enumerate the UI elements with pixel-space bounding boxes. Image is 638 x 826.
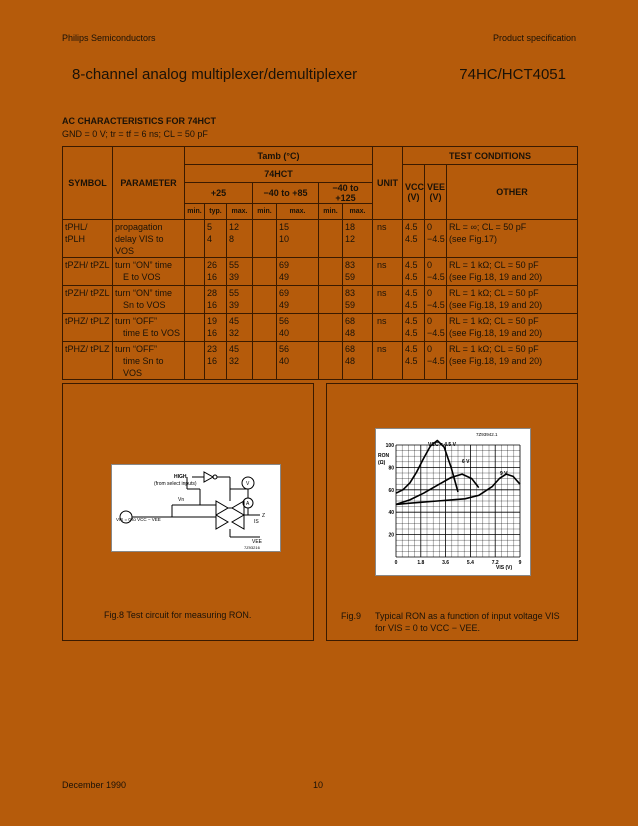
parameter-line: turn “ON” time <box>115 260 173 270</box>
cell-min <box>253 258 277 286</box>
label-z: Z <box>262 513 266 519</box>
cell-vee-value: −4.5 <box>427 300 445 310</box>
cell-max-125 <box>343 286 373 314</box>
label-vn: Vn <box>178 497 185 503</box>
footer-page-number: 10 <box>313 780 324 790</box>
part-number: 74HC/HCT4051 <box>459 66 566 83</box>
parameter-line: turn “OFF” <box>115 344 157 354</box>
cell-max-125 <box>343 342 373 380</box>
cell-symbol: tPZH/ tPZL <box>63 286 113 314</box>
x-tick-label: 5.4 <box>466 560 474 566</box>
cell-max-125-value: 12 <box>345 234 356 244</box>
cell-max-125 <box>343 258 373 286</box>
parameter-line: Sn to VOS <box>123 300 166 310</box>
cell-max-25 <box>227 220 253 258</box>
cell-other <box>447 258 578 286</box>
parameter-line: time Sn to VOS <box>123 356 164 378</box>
cell-symbol: tPHZ/ tPLZ <box>63 342 113 380</box>
cell-max-125-value: 83 <box>345 260 356 270</box>
cell-unit: ns <box>373 286 403 314</box>
cell-vee-value: −4.5 <box>427 234 445 244</box>
cell-typ-value: 16 <box>207 356 218 366</box>
series-label-vcc45: VCC = 4.5 V <box>428 442 456 448</box>
cell-typ-value: 4 <box>207 234 213 244</box>
cell-vcc-value: 4.5 <box>405 300 418 310</box>
cell-vcc-value: 4.5 <box>405 222 418 232</box>
cell-max-85-value: 40 <box>279 356 290 366</box>
col-t125: −40 to +125 <box>319 183 373 204</box>
cell-other <box>447 314 578 342</box>
cell-typ-value: 23 <box>207 344 218 354</box>
fig9-chart <box>375 428 531 576</box>
cell-typ <box>205 286 227 314</box>
table-row <box>63 258 578 286</box>
col-max: max. <box>227 204 253 220</box>
parameter-line: propagation <box>115 222 163 232</box>
cell-max-125 <box>343 220 373 258</box>
cell-min <box>319 342 343 380</box>
footer-date: December 1990 <box>62 780 127 790</box>
cell-other <box>447 286 578 314</box>
cell-max-85-value: 40 <box>279 328 290 338</box>
cell-vee-value: −4.5 <box>427 356 445 366</box>
cell-min <box>253 286 277 314</box>
cell-typ <box>205 258 227 286</box>
cell-max-125-value: 68 <box>345 344 356 354</box>
cell-max-25 <box>227 286 253 314</box>
label-from-inputs: (from select inputs) <box>154 481 197 487</box>
col-max: max. <box>343 204 373 220</box>
cell-max-125-value: 59 <box>345 300 356 310</box>
cell-max-85-value: 15 <box>279 222 290 232</box>
section-title: AC CHARACTERISTICS FOR 74HCT <box>62 116 217 126</box>
x-tick-label: 0 <box>394 560 398 566</box>
cell-min <box>185 220 205 258</box>
cell-vcc-value: 4.5 <box>405 260 418 270</box>
switch-top <box>216 501 228 515</box>
y-tick-label: 100 <box>385 443 394 449</box>
cell-max-85-value: 69 <box>279 288 290 298</box>
x-tick-label: 7.2 <box>491 560 499 566</box>
cell-max-125-value: 48 <box>345 328 356 338</box>
cell-vcc <box>403 342 425 380</box>
cell-parameter <box>113 258 185 286</box>
cell-min <box>185 342 205 380</box>
cell-vee-value: −4.5 <box>427 328 445 338</box>
label-a: A <box>246 501 250 507</box>
cell-symbol: tPHZ/ tPLZ <box>63 314 113 342</box>
col-min: min. <box>253 204 277 220</box>
fig8-code: 7Z93216 <box>244 545 260 550</box>
cell-vee <box>425 258 447 286</box>
col-parameter: PARAMETER <box>113 147 185 220</box>
cell-typ-value: 28 <box>207 288 218 298</box>
cell-max-25 <box>227 258 253 286</box>
cell-vcc-value: 4.5 <box>405 272 418 282</box>
cell-parameter <box>113 286 185 314</box>
cell-other-value: RL = 1 kΩ; CL = 50 pF <box>449 316 539 326</box>
label-vs: VIS = 0 to VCC − VEE <box>116 517 161 522</box>
cell-vcc-value: 4.5 <box>405 288 418 298</box>
label-vee: VEE <box>252 539 263 545</box>
cell-max-25-value: 55 <box>229 260 240 270</box>
x-tick-label: 1.8 <box>417 560 425 566</box>
col-min: min. <box>319 204 343 220</box>
cell-max-125-value: 48 <box>345 356 356 366</box>
cell-min <box>253 342 277 380</box>
table-row <box>63 314 578 342</box>
col-tamb: Tamb (°C) <box>185 147 373 165</box>
cell-parameter <box>113 220 185 258</box>
cell-vee <box>425 286 447 314</box>
cell-max-85 <box>277 314 319 342</box>
fig9-caption-number: Fig.9 <box>341 611 362 621</box>
fig9-caption-line2: for VIS = 0 to VCC − VEE. <box>375 623 481 633</box>
col-unit: UNIT <box>373 147 403 220</box>
y-tick-label: 80 <box>388 465 394 472</box>
fig9-frame <box>326 383 578 641</box>
test-conditions-line: GND = 0 V; tr = tf = 6 ns; CL = 50 pF <box>62 129 208 139</box>
cell-vee-value: 0 <box>427 288 433 298</box>
col-vcc: VCC (V) <box>403 165 425 220</box>
y-tick-label: 20 <box>388 532 394 539</box>
cell-min <box>185 258 205 286</box>
cell-max-85 <box>277 258 319 286</box>
y-tick-label: 40 <box>388 510 394 517</box>
cell-symbol: tPZH/ tPZL <box>63 258 113 286</box>
col-symbol: SYMBOL <box>63 147 113 220</box>
cell-typ-value: 5 <box>207 222 213 232</box>
cell-parameter <box>113 342 185 380</box>
cell-other-value: RL = ∞; CL = 50 pF <box>449 222 527 232</box>
cell-symbol: tPHL/ tPLH <box>63 220 113 258</box>
cell-other-value: RL = 1 kΩ; CL = 50 pF <box>449 288 539 298</box>
cell-typ <box>205 342 227 380</box>
cell-max-85 <box>277 342 319 380</box>
cell-max-125-value: 59 <box>345 272 356 282</box>
fig8-svg <box>112 465 280 551</box>
parameter-line: turn “OFF” <box>115 316 157 326</box>
cell-max-25-value: 45 <box>229 344 240 354</box>
cell-max-85 <box>277 220 319 258</box>
cell-max-125-value: 18 <box>345 222 356 232</box>
parameter-line: turn “ON” time <box>115 288 173 298</box>
cell-max-125-value: 68 <box>345 316 356 326</box>
cell-max-25-value: 32 <box>229 328 240 338</box>
label-is: IS <box>254 519 259 525</box>
cell-vee-value: 0 <box>427 222 433 232</box>
cell-vcc <box>403 258 425 286</box>
cell-min <box>319 220 343 258</box>
parameter-line: E to VOS <box>123 272 161 282</box>
cell-vcc <box>403 286 425 314</box>
cell-unit: ns <box>373 314 403 342</box>
header-doc-type: Product specification <box>492 33 576 43</box>
cell-min <box>253 314 277 342</box>
cell-vcc-value: 4.5 <box>405 234 418 244</box>
inverter-symbol <box>204 472 213 482</box>
cell-typ-value: 19 <box>207 316 218 326</box>
fig8-diagram <box>111 464 281 552</box>
parameter-line: time E to VOS <box>123 328 181 338</box>
cell-vcc <box>403 220 425 258</box>
cell-other <box>447 342 578 380</box>
cell-max-85-value: 49 <box>279 300 290 310</box>
cell-typ <box>205 314 227 342</box>
series-label-9v: 9 V <box>500 471 508 477</box>
cell-min <box>319 286 343 314</box>
cell-vcc <box>403 314 425 342</box>
cell-vee <box>425 314 447 342</box>
cell-max-25-value: 45 <box>229 316 240 326</box>
cell-max-85 <box>277 286 319 314</box>
cell-vee-value: 0 <box>427 316 433 326</box>
col-vee: VEE (V) <box>425 165 447 220</box>
cell-vcc-value: 4.5 <box>405 344 418 354</box>
cell-max-85-value: 69 <box>279 260 290 270</box>
cell-max-25-value: 12 <box>229 222 240 232</box>
fig9-caption-line1: Typical RON as a function of input voltage VIS <box>375 611 560 621</box>
parameter-line: delay VIS to VOS <box>115 234 164 256</box>
cell-other-value: RL = 1 kΩ; CL = 50 pF <box>449 344 539 354</box>
col-max: max. <box>277 204 319 220</box>
col-t85: −40 to +85 <box>253 183 319 204</box>
cell-max-25-value: 32 <box>229 356 240 366</box>
col-test-conditions: TEST CONDITIONS <box>403 147 578 165</box>
cell-max-25-value: 39 <box>229 300 240 310</box>
cell-max-25 <box>227 342 253 380</box>
cell-unit: ns <box>373 258 403 286</box>
cell-vee <box>425 342 447 380</box>
cell-max-85-value: 10 <box>279 234 290 244</box>
cell-vcc-value: 4.5 <box>405 316 418 326</box>
series-label-6v: 6 V <box>462 459 470 465</box>
col-family: 74HCT <box>185 165 373 183</box>
cell-typ-value: 16 <box>207 300 218 310</box>
cell-vcc-value: 4.5 <box>405 356 418 366</box>
col-t25: +25 <box>185 183 253 204</box>
cell-other-value: (see Fig.17) <box>449 234 498 244</box>
cell-other-value: (see Fig.18, 19 and 20) <box>449 300 543 310</box>
cell-typ <box>205 220 227 258</box>
cell-max-25 <box>227 314 253 342</box>
ac-characteristics-table <box>62 146 578 380</box>
cell-max-85-value: 49 <box>279 272 290 282</box>
cell-vee <box>425 220 447 258</box>
y-axis-label: RON <box>378 453 390 459</box>
fig8-frame <box>62 383 314 641</box>
x-tick-label: 3.6 <box>442 560 450 566</box>
cell-max-25-value: 55 <box>229 288 240 298</box>
cell-vee-value: 0 <box>427 344 433 354</box>
table-row <box>63 286 578 314</box>
cell-min <box>185 286 205 314</box>
cell-other-value: (see Fig.18, 19 and 20) <box>449 272 543 282</box>
cell-max-85-value: 56 <box>279 344 290 354</box>
cell-vee-value: −4.5 <box>427 272 445 282</box>
cell-max-125 <box>343 314 373 342</box>
fig9-svg <box>376 429 530 575</box>
cell-min <box>319 258 343 286</box>
cell-parameter <box>113 314 185 342</box>
col-min: min. <box>185 204 205 220</box>
cell-unit: ns <box>373 220 403 258</box>
cell-min <box>185 314 205 342</box>
cell-max-125-value: 83 <box>345 288 356 298</box>
y-axis-unit: (Ω) <box>378 460 386 466</box>
x-axis-label: VIS (V) <box>496 565 513 571</box>
header-company: Philips Semiconductors <box>62 33 156 43</box>
cell-other-value: (see Fig.18, 19 and 20) <box>449 356 543 366</box>
col-typ: typ. <box>205 204 227 220</box>
table-row <box>63 220 578 258</box>
fig8-caption: Fig.8 Test circuit for measuring RON. <box>104 610 252 620</box>
fig9-caption <box>341 610 571 634</box>
cell-other <box>447 220 578 258</box>
cell-typ-value: 16 <box>207 272 218 282</box>
x-tick-label: 9 <box>518 560 522 566</box>
cell-typ-value: 16 <box>207 328 218 338</box>
label-v: V <box>246 481 250 487</box>
doc-title: 8-channel analog multiplexer/demultiplexer <box>72 66 358 83</box>
cell-unit: ns <box>373 342 403 380</box>
cell-vee-value: 0 <box>427 260 433 270</box>
cell-other-value: RL = 1 kΩ; CL = 50 pF <box>449 260 539 270</box>
y-tick-label: 60 <box>388 487 394 494</box>
col-other: OTHER <box>447 165 578 220</box>
cell-max-25-value: 39 <box>229 272 240 282</box>
cell-vcc-value: 4.5 <box>405 328 418 338</box>
cell-min <box>253 220 277 258</box>
cell-other-value: (see Fig.18, 19 and 20) <box>449 328 543 338</box>
cell-typ-value: 26 <box>207 260 218 270</box>
cell-min <box>319 314 343 342</box>
label-high: HIGH <box>174 474 187 480</box>
cell-max-85-value: 56 <box>279 316 290 326</box>
cell-max-25-value: 8 <box>229 234 235 244</box>
table-row <box>63 342 578 380</box>
fig9-code: 7Z93942.1 <box>476 432 498 437</box>
